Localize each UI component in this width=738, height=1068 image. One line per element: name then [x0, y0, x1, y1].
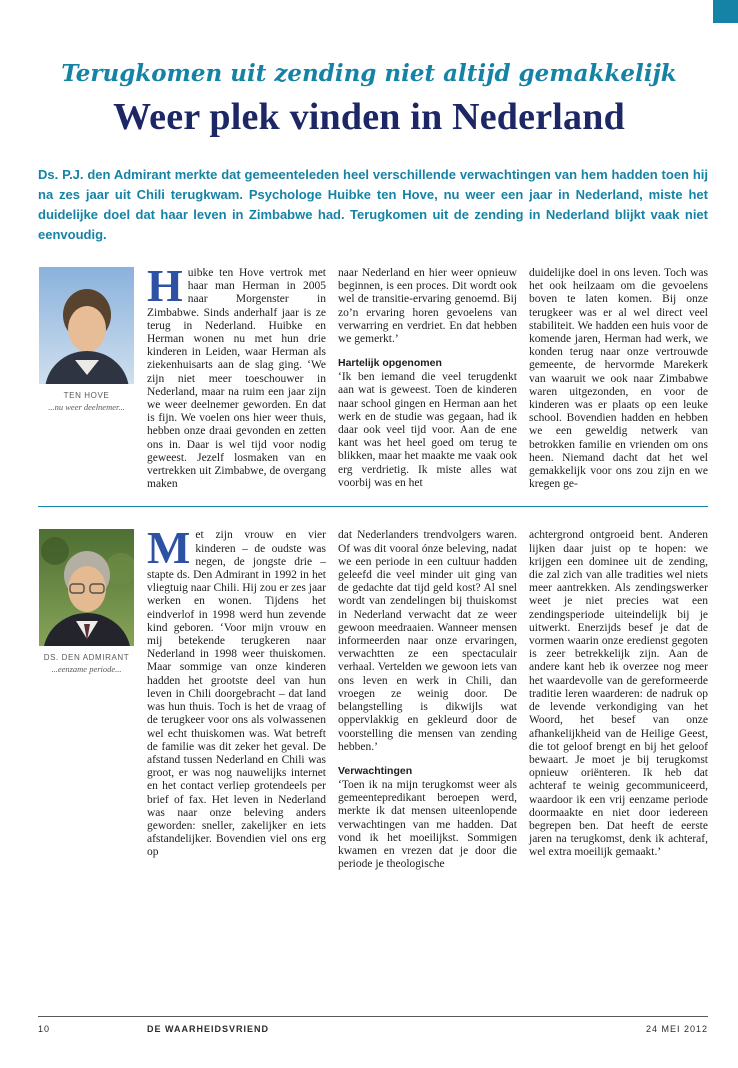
- section-divider: [38, 506, 708, 507]
- lead-paragraph: Ds. P.J. den Admirant merkte dat gemeenteleden heel verschillende verwachtingen van hem hadden toen hij na zes jaar uit Chili terugkwam. Psychologe Huibke ten Hove, nu weer een jaar in Nederland, miste het duidelijke doel dat haar leven in Zimbabwe had. Terugkomen uit de zending in Nederland blijkt vaak niet eenvoudig.: [38, 167, 708, 242]
- photo-column: [38, 529, 135, 871]
- body-column-2-intro: dat Nederlanders trendvolgers waren. Of was dit vooral ónze beleving, nadat we een periode in een cultuur hadden geleefd die veel minder uit ging van de gedachte dat tijd geld kost? Al snel wordt van zendelingen bij thuiskomst in Nederland verwacht dat ze weer gewoon meedraaien. Wanneer mensen informeerden naar onze ervaringen, verwachtten ze een spectaculair verhaal. Vertelden we gewoon iets van ons leven en werk in Chili, dan vroegen ze weinig door. De belangstelling is dikwijls wat oppervlakkig en gekleurd door de voorstelling die mensen van zending hebben.’: [338, 529, 517, 753]
- drop-cap: H: [147, 260, 183, 311]
- photo-caption-sub: ...nu weer deelnemer...: [48, 402, 125, 412]
- drop-cap: M: [147, 522, 191, 574]
- corner-accent-square: [713, 0, 738, 23]
- article-title: Weer plek vinden in Nederland: [113, 96, 625, 138]
- body-column-2: [338, 529, 517, 871]
- kicker: Terugkomen uit zending niet altijd gemakkelijk: [61, 60, 677, 87]
- subheading: Hartelijk opgenomen: [338, 357, 442, 370]
- page-footer: [38, 1016, 708, 1034]
- photo-caption-sub: ...eenzame periode...: [51, 664, 122, 675]
- photo-caption-name: DS. DEN ADMIRANT: [43, 653, 130, 663]
- body-column-3: duidelijke doel in ons leven. Toch was het ook heilzaam om die gevoelens boven te laten komen. Bij onze terugkeer was er al wel direct veel stabiliteit. We hadden een huis voor de komende jaren, Herman had werk, we konden terug naar onze vertrouwde gemeente, de hervormde Marekerk van waaruit we ook naar Zimbabwe waren uitgezonden, en voor de kinderen was er plaats op een leuke school. Bovendien hadden en hebben we een geweldig netwerk van betrokken familie en vrienden om ons heen. Niemand dacht dat het wel gemakkelijk voor ons zou zijn en we kregen ge-: [529, 267, 708, 491]
- body-column-3: achtergrond ontgroeid bent. Anderen lijken daar juist op te hopen: we krijgen een dominee uit de zending, die zal zich van alle tradities wel niets meer aantrekken. Als zendingswerker weet je niet precies wat een zendingsperiode uiteindelijk bij je uitwerkt. Enerzijds besef je dat de vormen waarin onze eredienst gegoten is zeer betrekkelijk zijn. Aan de andere kant heb ik overzee nog meer het waardevolle van de gereformeerde traditie leren waarderen: de nadruk op de levende verkondiging van het Woord, het besef van onze afhankelijkheid van de Heilige Geest, die tot geloof brengt en bij het geloof bewaart. Je moet je bij terugkomst opnieuw oriënteren. Ik heb dat achteraf te weinig gecommuniceerd, waardoor ik een vrij eenzame periode doormaakte en niet door iedereen begrepen ben. Dat heeft de eerste jaren na terugkomst, denk ik achteraf, wel extra moeilijk gemaakt.’: [529, 529, 708, 859]
- body-column-1: [147, 260, 326, 491]
- body-column-1-text: et zijn vrouw en vier kinderen – de oudste was negen, de jongste drie – stapte ds. Den Admirant in 1992 in het vliegtuig naar Chili. Hij zou er zes jaar werken en wonen. Tijdens het eindverlof in 1998 werd hun zevende kind geboren. ‘Voor mijn vrouw en mij betekende terugkeren naar Nederland in 1998 weer thuiskomen. Maar sommige van onze kinderen hadden het grootste deel van hun leven in Chili doorgebracht – dat land was hun thuis. Toch is het de vraag of de terugkeer voor ons als volwassenen wel echt thuiskomen was. Wat betreft de familie was dit zeker het geval. De afstand tussen Nederland en Chili was groot, er was nog nauwelijks internet en het contact verliep grotendeels per brief of fax. Het leven in Nederland was naar onze beleving anders geworden: sneller, zakelijker en iets afstandelijker. Bovendien viel ons erg op: [147, 529, 326, 859]
- body-column-2-intro: naar Nederland en hier weer opnieuw beginnen, is een proces. Dit wordt ook wel de transitie-ervaring genoemd. Bij zo’n ervaring horen gevoelens van verwarring en verdriet. En dat hebben we gemerkt.’: [338, 267, 517, 346]
- body-column-2-text: ‘Toen ik na mijn terugkomst weer als gemeentepredikant beroepen werd, merkte ik dat mensen uiteenlopende verwachtingen van me hadden. Dat vond ik het moeilijkst. Sommigen kwamen en vrezen dat je door die periode je theologische: [338, 778, 517, 871]
- photo-ten-hove: [39, 267, 134, 384]
- body-column-2-text: ‘Ik ben iemand die veel terugdenkt aan wat is geweest. Toen de kinderen naar school gingen en Herman aan het werk en de studie was gegaan, had ik daar ook veel tijd voor. Aan de ene kant was het heel goed om terug te blikken, maar het maakte me vaak ook erg verdrietig. Ik miste alles wat voorbij was en het: [338, 371, 517, 489]
- section-ten-hove: [38, 260, 708, 491]
- issue-date: 24 MEI 2012: [645, 1024, 708, 1034]
- photo-column: [38, 267, 135, 491]
- photo-caption-name: TEN HOVE: [63, 391, 110, 400]
- publication-name: DE WAARHEIDSVRIEND: [147, 1024, 270, 1034]
- body-column-1-text: uibke ten Hove vertrok met haar man Herman in 2005 naar Morgenster in Zimbabwe. Sinds anderhalf jaar is ze terug in Nederland. Huibke en Herman wonen nu met hun drie kinderen in Leiden, waar Herman als ziekenhuisarts aan de slag ging. ‘We zijn niet meer toeschouwer in Nederland, maar na ruim een jaar zijn we weer deelnemer geworden. En dat is fijn. We voelen ons hier weer thuis, hebben onze draai gevonden en zetten ons in. Daar is wel tijd voor nodig geweest. Jezelf losmaken van en vertrekken uit Zimbabwe, de overgang maken: [147, 267, 326, 491]
- body-column-1: [147, 522, 326, 871]
- subheading: Verwachtingen: [338, 764, 413, 777]
- photo-den-admirant: [39, 529, 134, 646]
- section-den-admirant: [38, 522, 708, 871]
- page-number: 10: [38, 1024, 51, 1034]
- body-column-2: [338, 267, 517, 491]
